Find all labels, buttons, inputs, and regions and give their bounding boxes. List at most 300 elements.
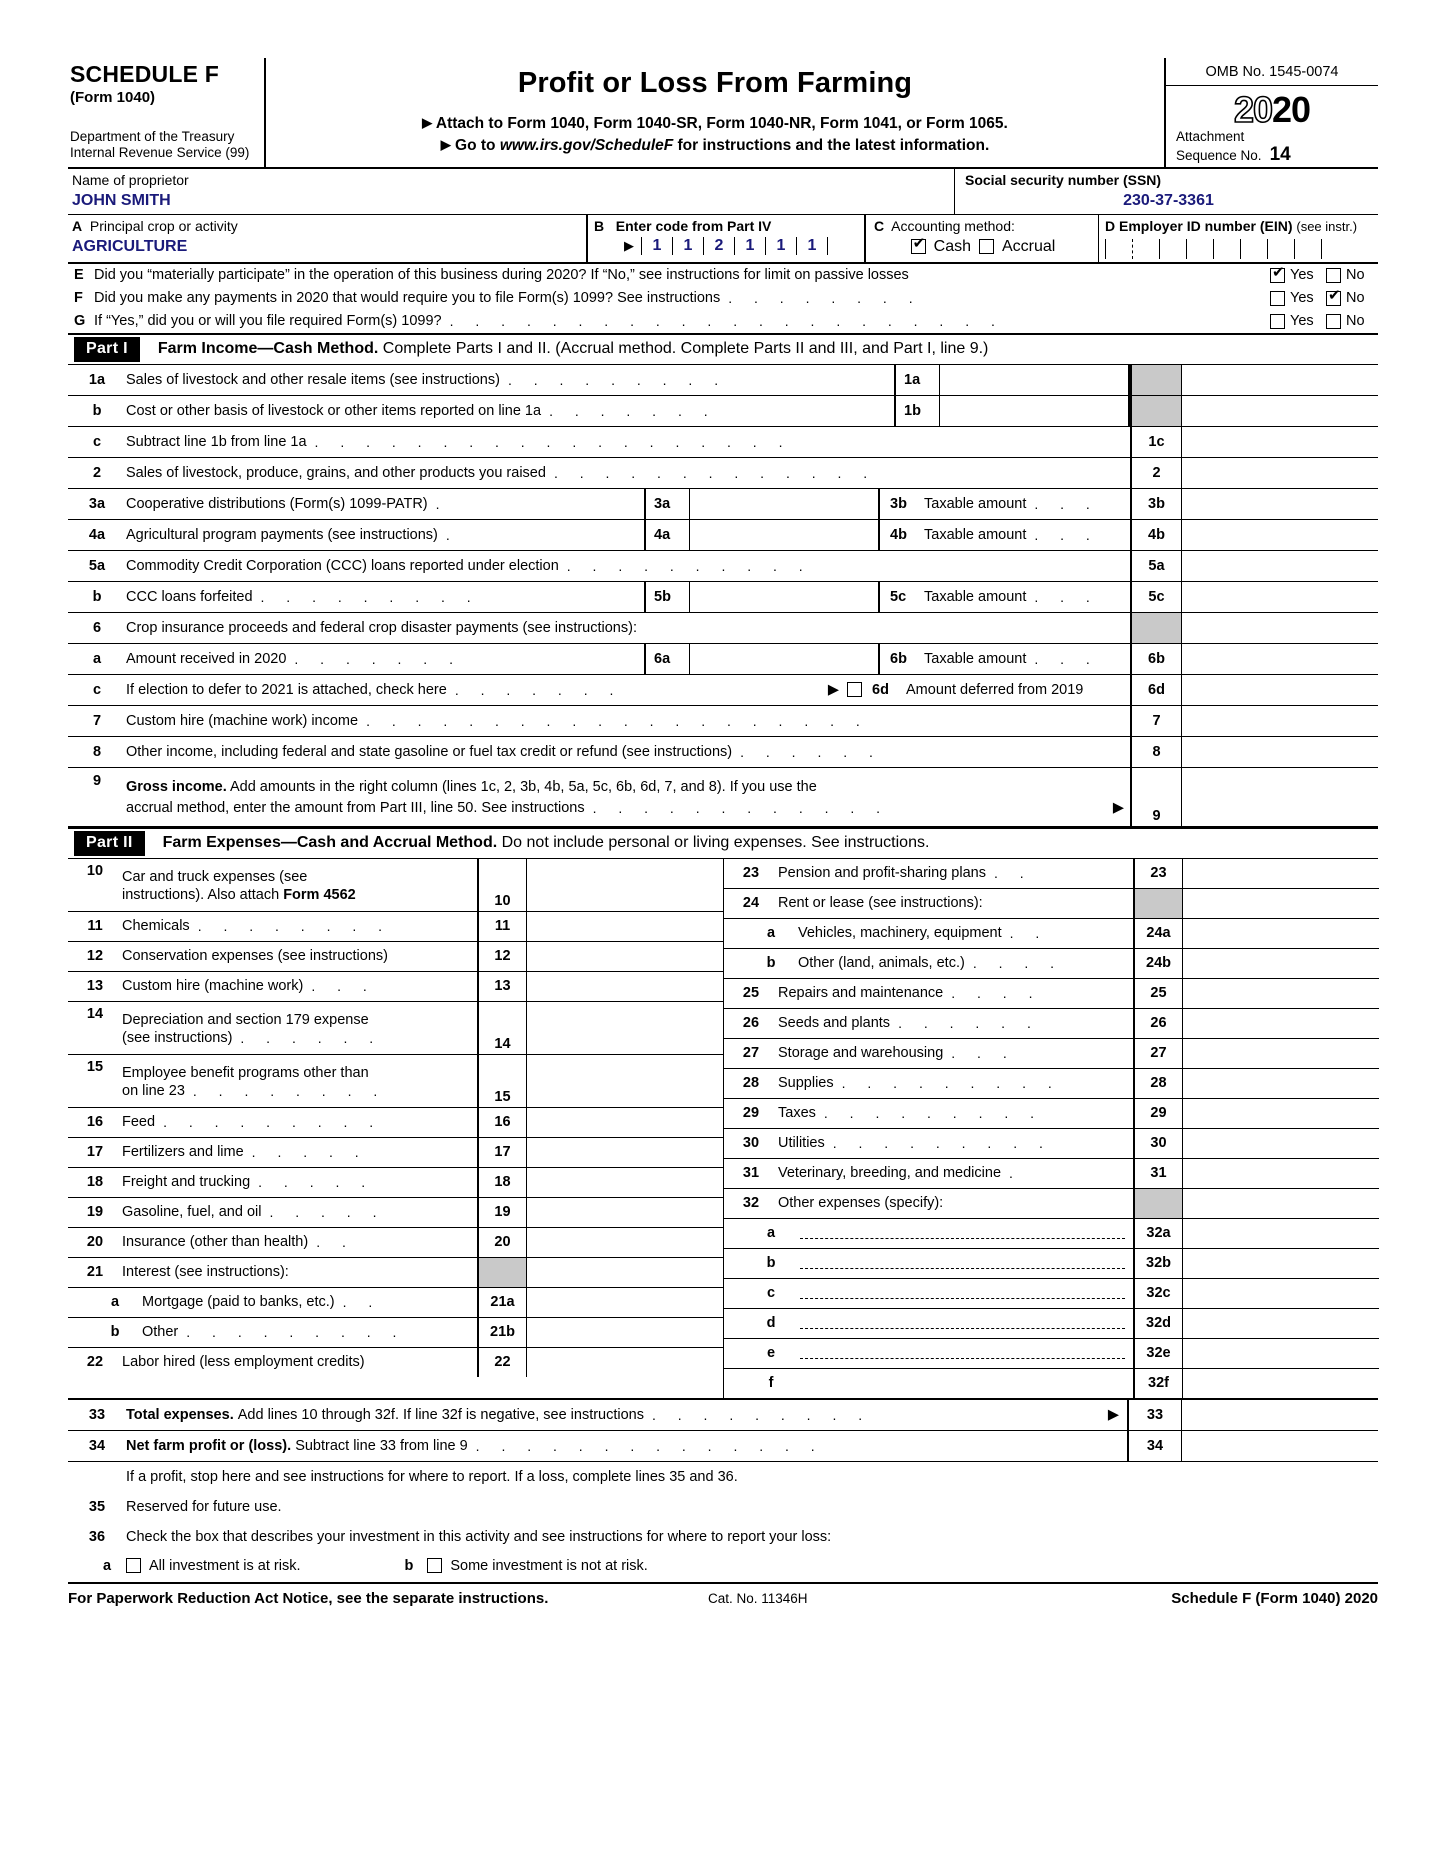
line-10-text-1: Car and truck expenses (see [122,868,308,885]
line-34-leaders: . . . . . . . . . . . . . . [475,1438,824,1453]
part-iv-code-boxes[interactable] [594,237,858,255]
line-32a-amount-input[interactable] [1183,1219,1379,1248]
paperwork-notice: For Paperwork Reduction Act Notice, see the separate instructions. [68,1589,549,1607]
line-10-text-2 [122,886,473,904]
line-23-text: Pension and profit-sharing plans [778,865,986,882]
line-31-row [724,1159,1379,1189]
goto-suffix: for instructions and the latest information. [673,137,990,154]
line-24b-number: b [766,955,776,972]
line-4a-inner-input[interactable] [690,520,878,550]
line-22-row [68,1348,723,1377]
line-15-text-2a: on line 23 [122,1082,185,1099]
line-16-leaders: . . . . . . . . . [163,1115,383,1130]
line-15-leaders: . . . . . . . . [192,1084,387,1099]
part-ii-title-bold: Farm Expenses—Cash and Accrual Method. [162,834,498,852]
line-6b-amount-input[interactable] [1182,644,1378,674]
proprietor-name-value[interactable]: JOHN SMITH [72,191,171,209]
profit-loss-note-row [68,1462,1378,1492]
line-2-right-key: 2 [1130,458,1182,488]
ein-box-1[interactable] [1105,239,1132,259]
line-5b-text: CCC loans forfeited [126,588,253,605]
line-1c-leaders: . . . . . . . . . . . . . . . . . . . [314,434,792,449]
line-1b-inner-key: 1b [896,396,940,426]
question-f-no[interactable] [1326,290,1376,306]
line-24-text: Rent or lease (see instructions): [778,895,983,912]
line-12-amount-input[interactable] [527,942,723,971]
ein-box-7[interactable] [1267,239,1294,259]
right-triangle-icon: ▶ [422,115,433,130]
question-f-no-checkbox[interactable] [1326,291,1341,306]
line-6-right-blank [1182,613,1378,643]
line-1b-inner-amount[interactable] [894,396,1130,426]
line-21b-leaders: . . . . . . . . . [186,1325,406,1340]
line-36a-checkbox[interactable] [126,1558,141,1573]
line-15-amount-input[interactable] [527,1055,723,1107]
line-28-amount-input[interactable] [1183,1069,1379,1098]
line-23-amount-input[interactable] [1183,859,1379,888]
line-34-number: 34 [88,1437,106,1454]
line-16-amount-input[interactable] [527,1108,723,1137]
line-1a-inner-amount[interactable] [894,365,1130,395]
line-7-right-key: 7 [1130,706,1182,736]
question-answers-f[interactable] [1270,290,1378,306]
question-answers-g[interactable] [1270,313,1378,329]
line-3a-text: Cooperative distributions (Form(s) 1099-PATR) [126,495,428,512]
line-32f-amount-input[interactable] [1183,1369,1379,1398]
line-5a-amount-input[interactable] [1182,551,1378,581]
line-31-amount-input[interactable] [1183,1159,1379,1188]
line-6a-desc [126,644,644,674]
line-32a-desc[interactable] [798,1219,1133,1248]
line-26-amount-input[interactable] [1183,1009,1379,1038]
line-24a-amount-input[interactable] [1183,919,1379,948]
line-21-number: 21 [86,1264,104,1281]
line-32b-specify-input[interactable] [800,1254,1125,1269]
right-triangle-icon-6c: ▶ [827,681,839,698]
line-1b-number: b [92,402,102,419]
line-20-key: 20 [477,1228,527,1257]
line-32f-key: 32f [1133,1369,1183,1398]
line-15-desc [122,1055,477,1107]
line-6-text: Crop insurance proceeds and federal crop disaster payments (see instructions): [126,619,637,636]
line-5b-inner-key: 5b [646,582,690,612]
line-1c-row [68,427,1378,458]
line-9-amount-input[interactable] [1182,768,1378,826]
line-6a-row [68,644,1378,675]
line-21b-amount-input[interactable] [527,1318,723,1347]
line-1a-number: 1a [88,371,106,388]
line-19-amount-input[interactable] [527,1198,723,1227]
line-33-amount-input[interactable] [1182,1400,1378,1430]
line-27-amount-input[interactable] [1183,1039,1379,1068]
line-2-amount-input[interactable] [1182,458,1378,488]
line-24b-amount-input[interactable] [1183,949,1379,978]
line-21b-text: Other [142,1324,179,1341]
line-34-key: 34 [1127,1431,1182,1461]
line-33-desc [126,1400,1127,1430]
letter-c: C [874,217,885,234]
line-32b-key: 32b [1133,1249,1183,1278]
line-2-leaders: . . . . . . . . . . . . . [553,465,877,480]
line-32b-desc[interactable] [798,1249,1133,1278]
question-answers-e[interactable] [1270,267,1378,283]
line-6c-leaders: . . . . . . . [454,682,623,697]
line-1a-inner-input[interactable] [940,365,1128,395]
line-1b-inner-input[interactable] [940,396,1128,426]
ein-box-3[interactable] [1159,239,1186,259]
line-16-text: Feed [122,1114,156,1131]
question-f-yes[interactable] [1270,290,1320,306]
line-14-text-1: Depreciation and section 179 expense [122,1011,369,1028]
line-32-row [724,1189,1379,1219]
line-29-row [724,1099,1379,1129]
line-24b-row [724,949,1379,979]
line-25-key: 25 [1133,979,1183,1008]
line-3a-number: 3a [88,495,106,512]
line-6c-defer-checkbox[interactable] [847,682,862,697]
line-32d-amount-input[interactable] [1183,1309,1379,1338]
line-20-amount-input[interactable] [527,1228,723,1257]
line-6a-inner-amount[interactable] [644,644,880,674]
question-e-yes[interactable] [1270,267,1320,283]
line-14-leaders: . . . . . . [240,1031,383,1046]
part-iv-code-cell[interactable] [586,215,866,262]
right-triangle-icon-9: ▶ [1112,800,1124,817]
line-5b-inner-input[interactable] [690,582,878,612]
line-21a-number: a [110,1294,120,1311]
line-14-amount-input[interactable] [527,1002,723,1054]
line-32e-desc[interactable] [798,1339,1133,1368]
line-1a-desc [126,365,894,395]
line-30-amount-input[interactable] [1183,1129,1379,1158]
line-22-text: Labor hired (less employment credits) [122,1354,365,1371]
line-21a-desc [142,1288,477,1317]
accounting-method-cell[interactable] [866,215,1098,262]
line-18-amount-input[interactable] [527,1168,723,1197]
form-identifier: Schedule F (Form 1040) 2020 [1171,1589,1378,1607]
line-18-text: Freight and trucking [122,1174,251,1191]
line-1c-amount-input[interactable] [1182,427,1378,457]
line-36-row [68,1522,1378,1552]
line-28-leaders: . . . . . . . . . [841,1076,1061,1091]
question-g-no-checkbox[interactable] [1326,314,1341,329]
line-13-amount-input[interactable] [527,972,723,1001]
code-digit-3[interactable]: 2 [703,237,734,255]
line-32f-number: f [768,1375,774,1392]
line-2-text: Sales of livestock, produce, grains, and other products you raised [126,464,546,481]
line-19-text: Gasoline, fuel, and oil [122,1204,262,1221]
line-4b-taxable-label [880,520,1130,550]
ein-label-note: (see instr.) [1296,218,1358,234]
ssn-cell[interactable] [954,169,1378,214]
line-32d-specify-input[interactable] [800,1314,1125,1329]
abcd-row [68,215,1378,264]
line-6a-text: Amount received in 2020 [126,650,287,667]
line-9-text: Add amounts in the right column (lines 1c, 2, 3b, 4b, 5a, 5c, 6b, 6d, 7, and 8). If you use the [229,779,817,796]
line-5a-text: Commodity Credit Corporation (CCC) loans reported under election [126,557,559,574]
line-6d-amount-input[interactable] [1182,675,1378,705]
question-e-no[interactable] [1326,267,1376,283]
attach-instruction [276,115,1154,133]
line-30-desc [778,1129,1133,1158]
line-3b-text: Taxable amount [924,495,1027,512]
question-e-yes-checkbox[interactable] [1270,268,1285,283]
part-i-tag: Part I [74,337,140,362]
line-32-text: Other expenses (specify): [778,1195,944,1212]
goto-url[interactable]: www.irs.gov/ScheduleF [499,137,674,154]
form-subtitle: (Form 1040) [70,89,156,107]
line-15-text-2 [122,1082,473,1100]
line-32f-desc[interactable] [798,1369,1133,1398]
line-30-text: Utilities [778,1135,825,1152]
line-4a-inner-key: 4a [646,520,690,550]
line-19-key: 19 [477,1198,527,1227]
question-g-yes[interactable] [1270,313,1320,329]
line-18-number: 18 [86,1174,104,1191]
code-digit-1[interactable]: 1 [641,237,672,255]
line-27-row [724,1039,1379,1069]
line-36b-text: Some investment is not at risk. [450,1557,648,1574]
ein-label [1105,218,1374,234]
question-f-yes-checkbox[interactable] [1270,291,1285,306]
question-e-no-checkbox[interactable] [1326,268,1341,283]
line-24a-number: a [766,925,776,942]
line-29-amount-input[interactable] [1183,1099,1379,1128]
line-32c-row [724,1279,1379,1309]
line-21-text: Interest (see instructions): [122,1264,289,1281]
line-5b-inner-amount[interactable] [644,582,880,612]
line-36b-checkbox[interactable] [427,1558,442,1573]
line-21-desc [122,1258,477,1287]
line-6-right-key-shade [1130,613,1182,643]
line-6d-key: 6d [872,681,889,698]
line-9-desc [126,768,1130,826]
line-26-text: Seeds and plants [778,1015,891,1032]
principal-crop-value[interactable]: AGRICULTURE [72,237,188,255]
question-leaders-f: . . . . . . . . [728,291,922,306]
line-29-text: Taxes [778,1105,816,1122]
line-32d-row [724,1309,1379,1339]
line-1b-right-key-shade [1130,396,1182,426]
line-6c-desc [126,675,862,705]
line-11-desc [122,912,477,941]
line-32c-number: c [766,1285,776,1302]
line-1a-row [68,365,1378,396]
line-23-row [724,859,1379,889]
line-13-desc [122,972,477,1001]
line-15-text-1: Employee benefit programs other than [122,1064,369,1081]
line-10-form-ref: Form 4562 [283,886,356,903]
proprietor-name-cell[interactable] [68,169,954,214]
line-32b-row [724,1249,1379,1279]
question-letter-f: F [74,290,83,307]
part-ii-left-column [68,859,723,1398]
line-21b-key: 21b [477,1318,527,1347]
line-6a-inner-input[interactable] [690,644,878,674]
line-11-key: 11 [477,912,527,941]
line-5a-leaders: . . . . . . . . . . [566,558,812,573]
ssn-label: Social security number (SSN) [965,171,1162,188]
line-3a-inner-input[interactable] [690,489,878,519]
name-ssn-row [68,169,1378,215]
code-digit-6[interactable]: 1 [796,237,828,255]
line-3a-inner-amount[interactable] [644,489,880,519]
line-32e-number: e [766,1345,776,1362]
line-11-amount-input[interactable] [527,912,723,941]
line-17-key: 17 [477,1138,527,1167]
line-22-amount-input[interactable] [527,1348,723,1377]
line-32a-specify-input[interactable] [800,1224,1125,1239]
goto-prefix: Go to [455,137,500,154]
line-27-key: 27 [1133,1039,1183,1068]
right-triangle-icon-2: ▶ [440,137,451,152]
line-9-leaders: . . . . . . . . . . . . [592,801,890,816]
line-34-amount-input[interactable] [1182,1431,1378,1461]
line-12-number: 12 [86,948,104,965]
line-4a-inner-amount[interactable] [644,520,880,550]
line-8-amount-input[interactable] [1182,737,1378,767]
line-1b-text: Cost or other basis of livestock or other items reported on line 1a [126,402,542,419]
right-triangle-icon-33: ▶ [1107,1406,1119,1423]
letter-d: D [1105,217,1116,234]
line-5c-right-key: 5c [1130,582,1182,612]
line-5b-row [68,582,1378,613]
question-g-yes-checkbox[interactable] [1270,314,1285,329]
line-33-leaders: . . . . . . . . . [652,1407,872,1422]
line-32c-specify-input[interactable] [800,1284,1125,1299]
line-5a-number: 5a [88,557,106,574]
question-f-no-label: No [1346,290,1365,307]
line-32c-key: 32c [1133,1279,1183,1308]
line-32c-desc[interactable] [798,1279,1133,1308]
line-10-amount-input[interactable] [527,859,723,911]
line-25-desc [778,979,1133,1008]
ein-box-9[interactable] [1321,239,1348,259]
line-32e-amount-input[interactable] [1183,1339,1379,1368]
cash-checkbox[interactable] [911,239,926,254]
line-10-number: 10 [86,862,104,879]
line-6-desc [126,613,1130,643]
ein-box-6[interactable] [1240,239,1267,259]
line-3b-amount-input[interactable] [1182,489,1378,519]
line-1a-leaders: . . . . . . . . . [507,372,728,387]
principal-crop-label-text: Principal crop or activity [89,217,238,234]
line-32e-specify-input[interactable] [800,1344,1125,1359]
sequence-label: Sequence No. [1176,148,1262,164]
question-leaders-g: . . . . . . . . . . . . . . . . . . . . . . [449,314,1004,329]
line-5c-taxable-label [880,582,1130,612]
line-7-amount-input[interactable] [1182,706,1378,736]
code-digit-4[interactable]: 1 [734,237,765,255]
line-4a-text: Agricultural program payments (see instructions) [126,526,438,543]
line-33-row [68,1400,1378,1431]
line-5c-amount-input[interactable] [1182,582,1378,612]
line-25-text: Repairs and maintenance [778,985,944,1002]
line-31-key: 31 [1133,1159,1183,1188]
accounting-method-options[interactable] [874,238,1092,256]
ein-box-4[interactable] [1186,239,1213,259]
line-28-row [724,1069,1379,1099]
line-4b-amount-input[interactable] [1182,520,1378,550]
page-title: Profit or Loss From Farming [517,67,913,99]
line-32e-key: 32e [1133,1339,1183,1368]
accrual-checkbox[interactable] [979,239,994,254]
line-32d-desc[interactable] [798,1309,1133,1338]
line-21b-row [68,1318,723,1348]
ssn-value[interactable]: 230-37-3361 [1123,191,1214,209]
line-10-key: 10 [477,859,527,911]
line-24b-desc [798,949,1133,978]
tax-year-century: 20 [1233,89,1272,130]
line-9-text2: accrual method, enter the amount from Part III, line 50. See instructions [126,800,585,817]
line-32a-row [724,1219,1379,1249]
line-32c-amount-input[interactable] [1183,1279,1379,1308]
line-18-desc [122,1168,477,1197]
line-6b-leaders: . . . [1034,651,1099,666]
line-14-row [68,1002,723,1055]
line-6a-number: a [92,650,102,667]
ein-box-2[interactable] [1132,239,1159,259]
line-21-key-shade [477,1258,527,1287]
line-24b-key: 24b [1133,949,1183,978]
masthead-left [68,58,264,167]
line-31-leaders: . [1009,1166,1022,1181]
principal-crop-cell[interactable] [68,215,586,262]
form-masthead [68,58,1378,169]
goto-instruction [276,137,1154,155]
line-3a-leaders: . [435,496,449,511]
line-27-text: Storage and warehousing [778,1045,944,1062]
line-24a-key: 24a [1133,919,1183,948]
department-line-1: Department of the Treasury [70,129,235,145]
schedule-title: SCHEDULE F [70,61,219,87]
line-32b-amount-input[interactable] [1183,1249,1379,1278]
catalog-number: Cat. No. 11346H [708,1590,808,1606]
line-25-amount-input[interactable] [1183,979,1379,1008]
code-digit-2[interactable]: 1 [672,237,703,255]
line-6d-right-key: 6d [1130,675,1182,705]
proprietor-name-label: Name of proprietor [72,171,189,188]
line-26-row [724,1009,1379,1039]
ein-box-5[interactable] [1213,239,1240,259]
accounting-method-label-text: Accounting method: [891,217,1015,234]
line-27-number: 27 [742,1045,760,1062]
line-23-key: 23 [1133,859,1183,888]
masthead-right [1166,58,1378,167]
line-5a-desc [126,551,1130,581]
part-ii-title-rest: Do not include personal or living expenses. See instructions. [501,834,930,852]
ein-box-8[interactable] [1294,239,1321,259]
line-25-number: 25 [742,985,760,1002]
line-8-row [68,737,1378,768]
line-19-leaders: . . . . . [269,1205,386,1220]
line-21a-amount-input[interactable] [527,1288,723,1317]
line-1b-desc [126,396,894,426]
line-8-leaders: . . . . . . [740,744,882,759]
code-digit-5[interactable]: 1 [765,237,796,255]
line-16-row [68,1108,723,1138]
ein-cell[interactable] [1098,215,1378,262]
line-6c-row [68,675,1378,706]
line-9-row [68,768,1378,827]
line-17-amount-input[interactable] [527,1138,723,1167]
line-21-blank [527,1258,723,1287]
line-24-key-shade [1133,889,1183,918]
question-g-no[interactable] [1326,313,1376,329]
ein-boxes[interactable] [1105,239,1374,259]
question-f-yes-label: Yes [1290,290,1314,307]
line-15-number: 15 [86,1058,104,1075]
